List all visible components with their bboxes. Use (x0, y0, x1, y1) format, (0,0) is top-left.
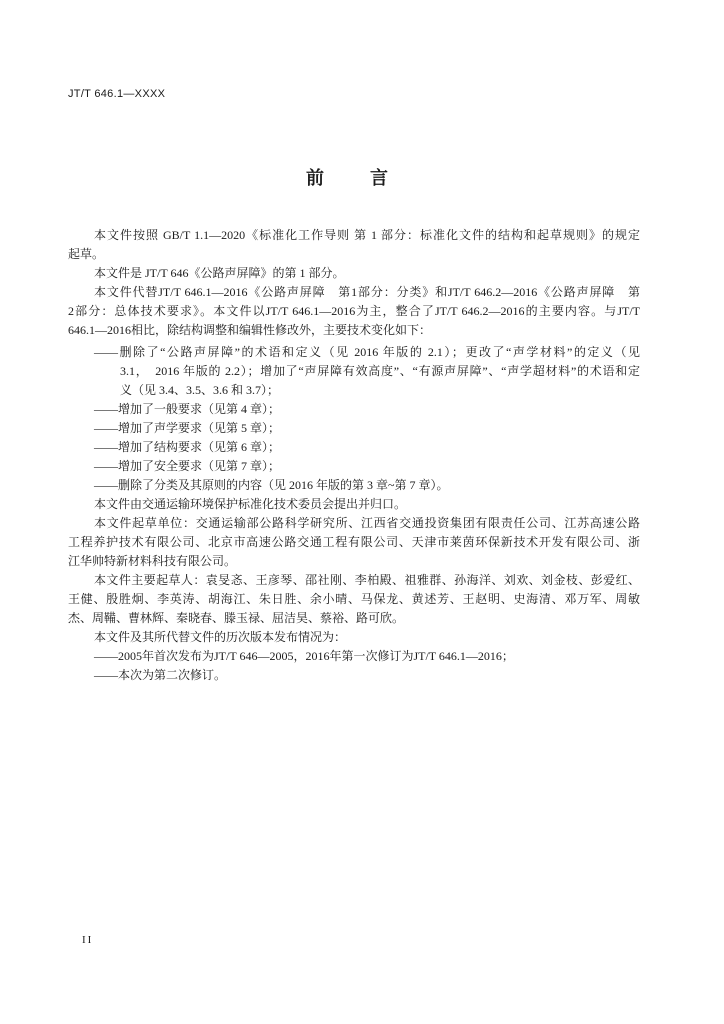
history-list-item: ——本次为第二次修订。 (94, 668, 227, 682)
change-list-item-continuation: 义（见 3.4、3.5、3.6 和 3.7）； (120, 383, 280, 397)
page-number: II (82, 934, 94, 946)
foreword-body (68, 226, 640, 685)
paragraph-line: 本文件主要起草人：袁旻忞、王彦琴、邵社刚、李柏殿、祖雅群、孙海洋、刘欢、刘金枝、彭爱红、 (94, 573, 640, 587)
change-list-item: ——增加了一般要求（见第 4 章）； (94, 402, 281, 416)
page-title: 前 言 (306, 168, 402, 189)
paragraph-line: 王健、殷胜炯、李英涛、胡海江、朱日胜、余小晴、马保龙、黄述芳、王赵明、史海清、邓万军、周敏 (68, 592, 640, 606)
paragraph-line: 本文件是 JT/T 646《公路声屏障》的第 1 部分。 (94, 266, 345, 280)
change-list-item: ——增加了声学要求（见第 5 章）； (94, 421, 281, 435)
change-list-item: ——删除了“公路声屏障”的术语和定义（见 2016 年版的 2.1）；更改了“声学材料”的定义（见 (94, 345, 640, 359)
paragraph-line: 本文件按照 GB/T 1.1—2020《标准化工作导则 第 1 部分：标准化文件的结构和起草规则》的规定 (94, 228, 640, 242)
paragraph-line: 本文件起草单位：交通运输部公路科学研究所、江西省交通投资集团有限责任公司、江苏高速公路 (94, 516, 640, 530)
paragraph-line: 江华帅特新材料科技有限公司。 (68, 554, 237, 568)
change-list-item: ——增加了安全要求（见第 7 章）； (94, 459, 281, 473)
paragraph-line: 2部分：总体技术要求》。本文件以JT/T 646.1—2016为主，整合了JT/T 646.2—2016的主要内容。与JT/T (68, 304, 640, 318)
change-list-item: ——删除了分类及其原则的内容（见 2016 年版的第 3 章~第 7 章）。 (94, 478, 449, 492)
paragraph-line: 646.1—2016相比，除结构调整和编辑性修改外，主要技术变化如下： (68, 323, 432, 337)
history-list-item: ——2005年首次发布为JT/T 646—2005，2016年第一次修订为JT/T 646.1—2016； (94, 649, 514, 663)
paragraph-line: 起草。 (68, 247, 105, 261)
paragraph-line: 本文件及其所代替文件的历次版本发布情况为： (94, 630, 347, 644)
paragraph-line: 本文件由交通运输环境保护标准化技术委员会提出并归口。 (94, 497, 407, 511)
paragraph-line: 工程养护技术有限公司、北京市高速公路交通工程有限公司、天津市莱茵环保新技术开发有限公司、浙 (68, 535, 640, 549)
change-list-item-continuation: 3.1， 2016 年版的 2.2）；增加了“声屏障有效高度”、“有源声屏障”、“声学超材料”的术语和定 (120, 364, 640, 378)
paragraph-line: 杰、周鞴、曹林辉、秦晓春、滕玉禄、屈洁昊、蔡裕、路可欣。 (68, 611, 405, 625)
paragraph-line: 本文件代替JT/T 646.1—2016《公路声屏障 第1部分：分类》和JT/T 646.2—2016《公路声屏障 第 (94, 285, 640, 299)
document-code-header: JT/T 646.1—XXXX (68, 88, 166, 100)
change-list-item: ——增加了结构要求（见第 6 章）； (94, 440, 281, 454)
